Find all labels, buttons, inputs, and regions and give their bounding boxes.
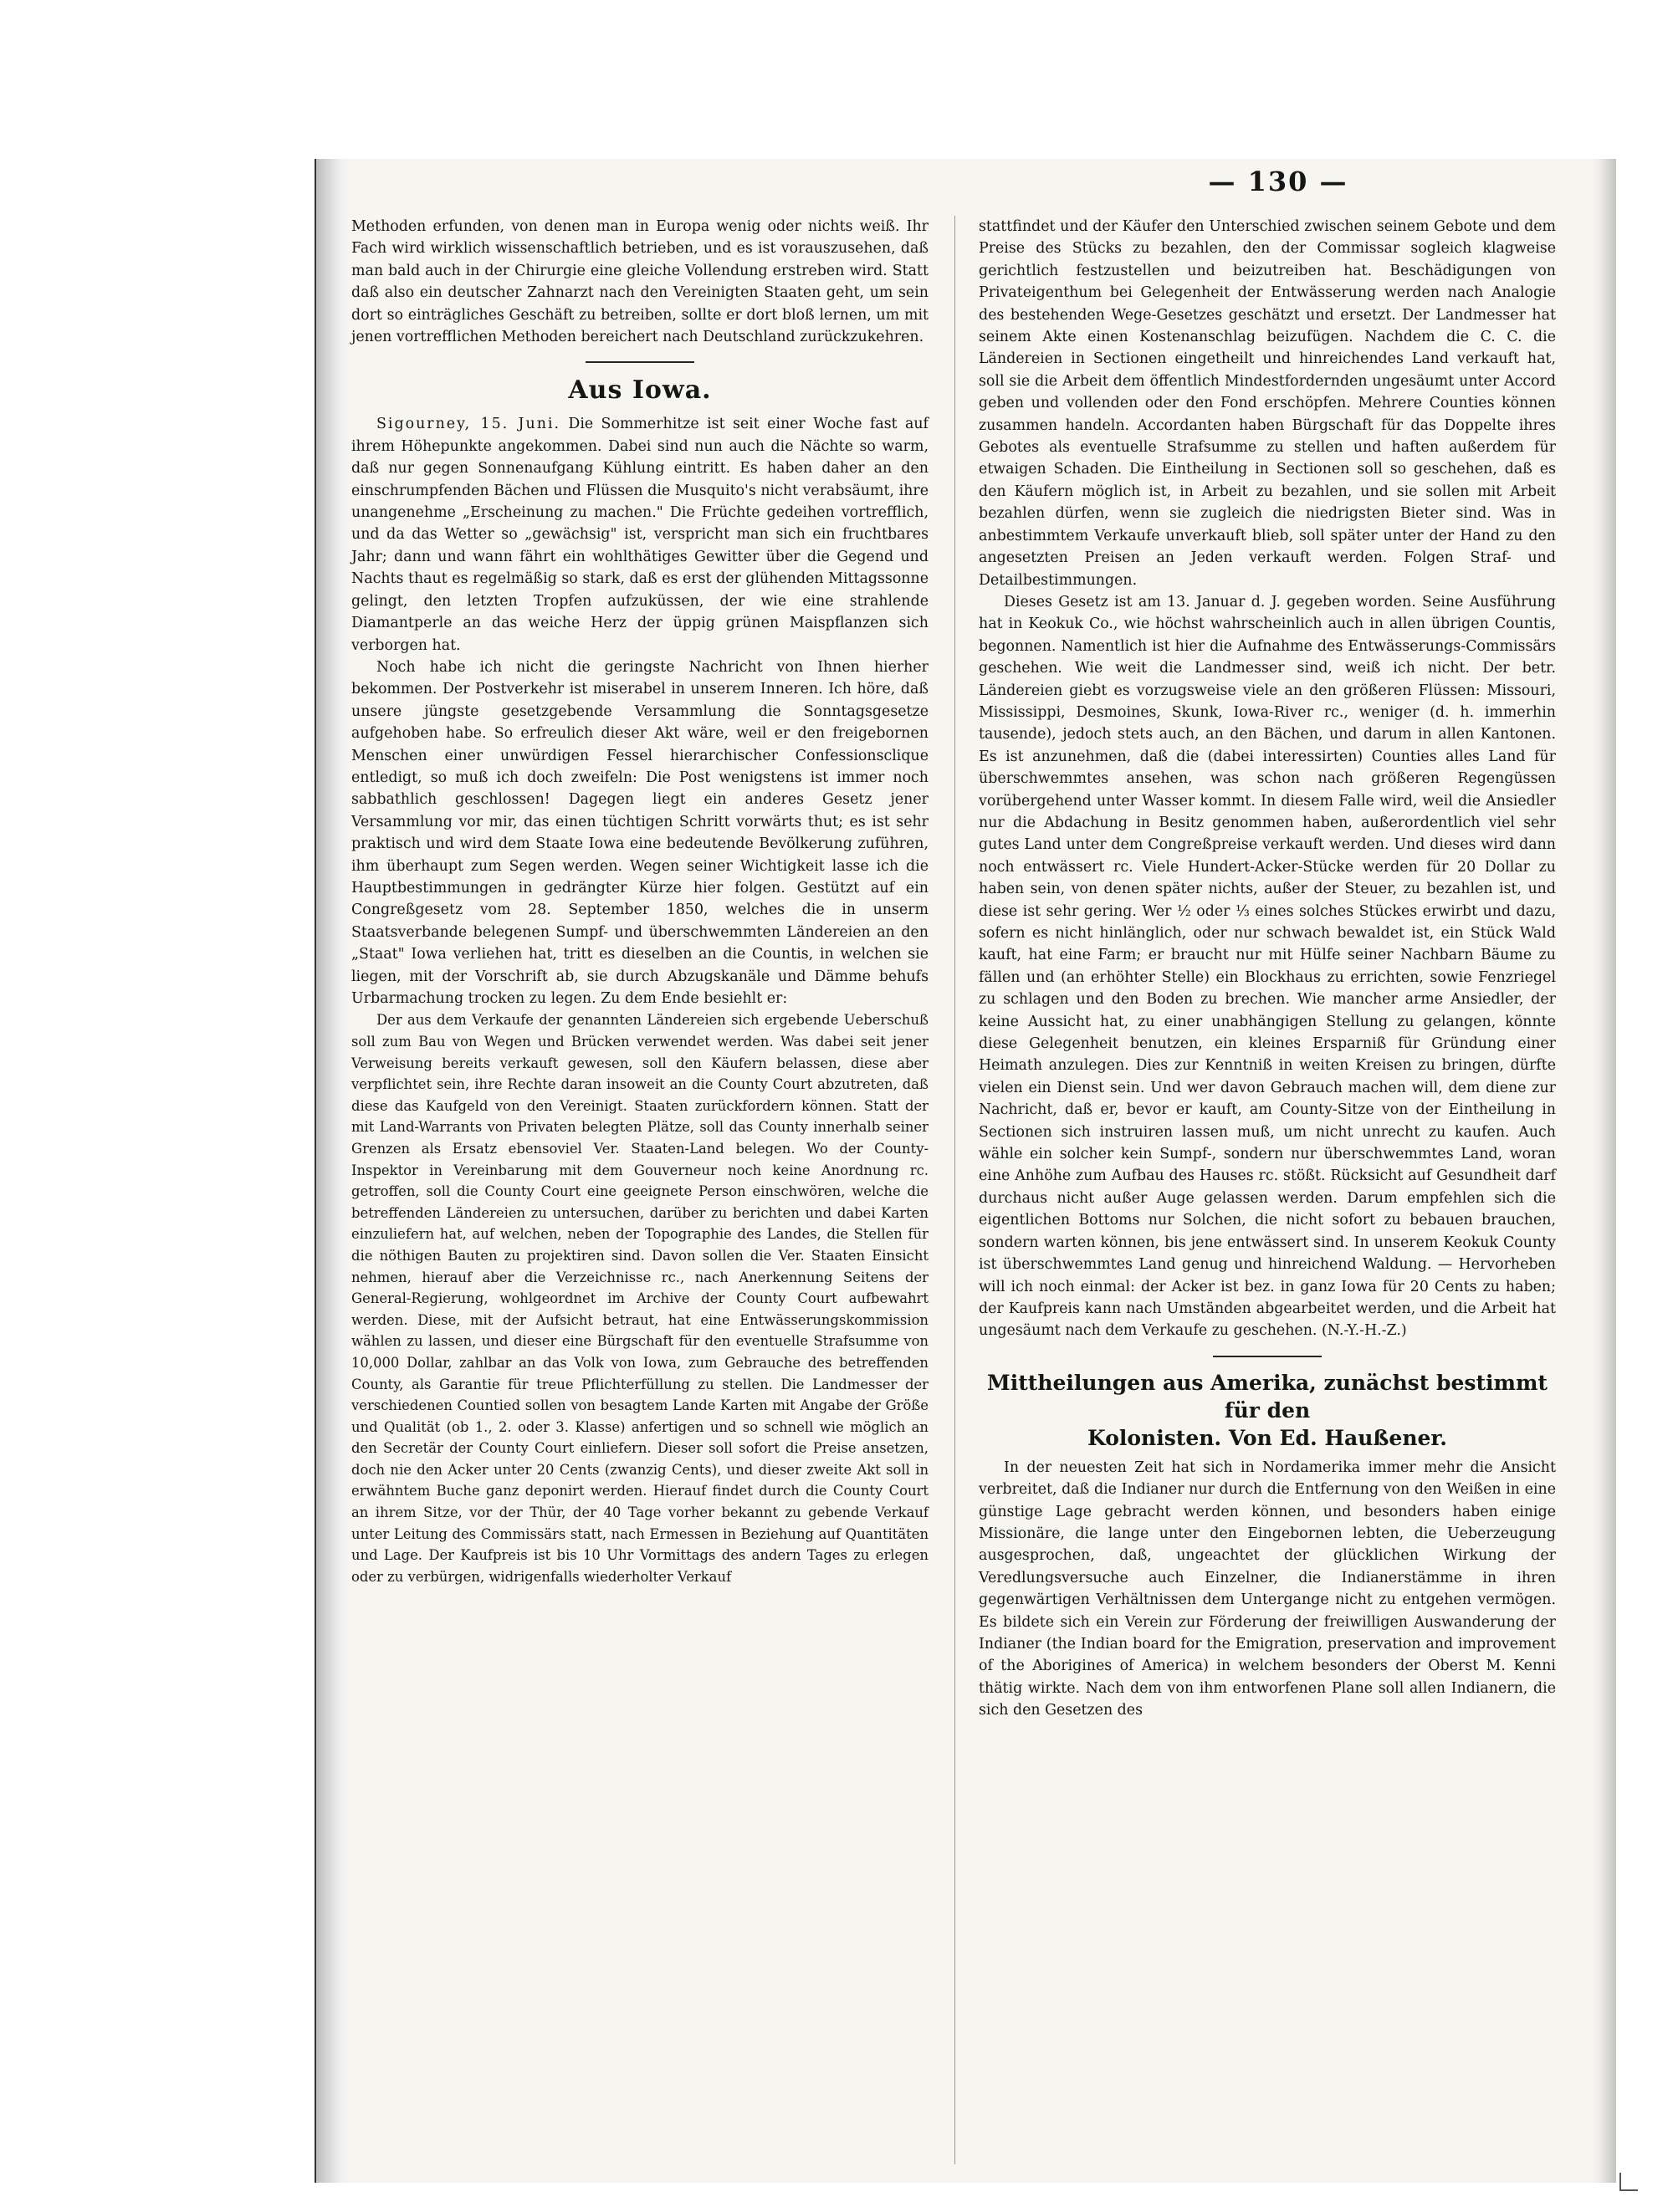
section-divider-rule-2 [1213, 1356, 1322, 1357]
page-number: — 130 — [1208, 166, 1348, 197]
article-heading-iowa: Aus Iowa. [568, 375, 712, 406]
amerika-paragraph-1: In der neuesten Zeit hat sich in Nordamerika immer mehr die Ansicht verbreitet, daß die Indianer nur durch die Entfernung von den Weißen in eine günstige Lage gebracht werden können, und besonders haben einige Missionäre, die lange unter den Eingebornen lebten, die Ueberzeugung ausgesprochen, daß, ungeachtet der glücklichen Wirkung der Veredlungsversuche auch Einzelner, die Indianerstämme in ihren gegenwärtigen Verhältnissen dem Untergange nicht zu entgehen vermögen. Es bildete sich ein Verein zur Förderung der freiwilligen Auswanderung der Indianer (the Indian board for the Emigration, preservation and improvement of the Aborigines of America) in welchem besonders der Oberst M. Kenni thätig wirkte. Nach dem von ihm entworfenen Plane soll allen Indianern, die sich den Gesetzen des [979, 1458, 1556, 1719]
column-divider [954, 216, 955, 2164]
left-column [351, 216, 929, 1587]
section-divider-rule [586, 361, 694, 363]
article-heading-amerika [979, 1369, 1556, 1452]
dateline: Sigourney, 15. Juni. [376, 416, 560, 433]
iowa-paragraph-1-text: Die Sommerhitze ist seit einer Woche fast auf ihrem Höhepunkte angekommen. Dabei sind nun auch die Nächte so warm, daß nur gegen Sonnenaufgang Kühlung eintritt. Es haben daher an den einschrumpfenden Bächen und Flüssen die Musquito's nicht verabsäumt, ihre unangenehme „Erscheinung zu machen." Die Früchte gedeihen vortrefflich, und da das Wetter so „gewächsig" ist, verspricht man sich ein fruchtbares Jahr; dann und wann fährt ein wohlthätiges Gewitter über die Gegend und Nachts thaut es regelmäßig so stark, daß es erst der glühenden Mittagssonne gelingt, den letzten Tropfen aufzuküssen, der wie eine strahlende Diamantperle an das weiche Herz der üppig grünen Maispflanzen sich verborgen hat. [351, 416, 929, 654]
iowa-paragraph-2: Noch habe ich nicht die geringste Nachricht von Ihnen hierher bekommen. Der Postverkehr ist miserabel in unserem Inneren. Ich höre, daß unsere jüngste gesetzgebende Versammlung die Sonntagsgesetze aufgehoben habe. So erfreulich dieser Akt wäre, weil er den freigebornen Menschen einer unwürdigen Fessel hierarchischer Confessionsclique entledigt, so muß ich doch zweifeln: Die Post wenigstens ist immer noch sabbathlich geschlossen! Dagegen liegt ein anderes Gesetz jener Versammlung vor mir, das einen tüchtigen Schritt vorwärts thut; es ist sehr praktisch und wird dem Staate Iowa eine bedeutende Bevölkerung zuführen, ihm überhaupt zum Segen werden. Wegen seiner Wichtigkeit lasse ich die Hauptbestimmungen in gedrängter Kürze hier folgen. Gestützt auf ein Congreßgesetz vom 28. September 1850, welches die in unserm Staatsverbande belegenen Sumpf- und überschwemmten Ländereien an den „Staat" Iowa verliehen hat, tritt es dieselben an die Countis, in welchen sie liegen, mit der Vorschrift ab, sie durch Abzugskanäle und Dämme behufs Urbarmachung trocken zu legen. Zu dem Ende besiehlt er: [351, 658, 929, 1007]
article-heading-line-1: Mittheilungen aus Amerika, zunächst bestimmt für den [987, 1370, 1548, 1423]
iowa-paragraph-1 [351, 413, 929, 656]
newspaper-page [315, 159, 1616, 2183]
crop-mark [1619, 2173, 1638, 2191]
continued-text: Methoden erfunden, von denen man in Europa wenig oder nichts weiß. Ihr Fach wird wirklich wissenschaftlich betrieben, und es ist vorauszusehen, daß man bald auch in der Chirurgie eine gleiche Vollendung erstreben wird. Statt daß also ein deutscher Zahnarzt nach den Vereinigten Staaten geht, um sein dort so einträgliches Geschäft zu betreiben, sollte er dort bloß lernen, um mit jenen vortrefflichen Methoden bereichert nach Deutschland zurückzukehren. [351, 218, 929, 346]
iowa-paragraph-4: stattfindet und der Käufer den Unterschied zwischen seinem Gebote und dem Preise des Stücks zu bezahlen, den der Commissar sogleich klagweise gerichtlich festzustellen und beizutreiben hat. Beschädigungen von Privateigenthum bei Gelegenheit der Entwässerung werden nach Analogie des bestehenden Wege-Gesetzes geschätzt und ersetzt. Der Landmesser hat seinem Akte einen Kostenanschlag beizufügen. Nachdem die C. C. die Ländereien in Sectionen eingetheilt und hinreichendes Land verkauft hat, soll sie die Arbeit dem öffentlich Mindestfordernden ungesäumt unter Accord geben und vollenden oder den Fond erschöpfen. Mehrere Counties können zusammen handeln. Accordanten haben Bürgschaft für das Doppelte ihres Gebotes als eventuelle Strafsumme zu stellen und haften außerdem für etwaigen Schaden. Die Eintheilung in Sectionen soll so geschehen, daß es den Käufern möglich ist, in Arbeit zu bezahlen, und sie sollen mit Arbeit bezahlen dürfen, wenn sie zugleich die niedrigsten Bieter sind. Was in anbestimmtem Verkaufe unverkauft blieb, soll später unter der Hand zu den angesetzten Preisen an Jeden verkauft werden. Folgen Straf- und Detailbestimmungen. [979, 218, 1556, 589]
article-heading-line-2: Kolonisten. Von Ed. Haußener. [1087, 1425, 1447, 1450]
right-column [979, 216, 1556, 1722]
iowa-paragraph-5: Dieses Gesetz ist am 13. Januar d. J. gegeben worden. Seine Ausführung hat in Keokuk Co., wie höchst wahrscheinlich auch in allen übrigen Countis, begonnen. Namentlich ist hier die Aufnahme des Entwässerungs-Commissärs geschehen. Wie weit die Landmesser sind, weiß ich nicht. Der betr. Ländereien giebt es vorzugsweise viele an den größeren Flüssen: Missouri, Mississippi, Desmoines, Skunk, Iowa-River rc., weniger (d. h. immerhin tausende), jedoch stets auch, an den Bächen, und darum in allen Kantonen. Es ist anzunehmen, daß die (dabei interessirten) Counties alles Land für überschwemmtes ansehen, was schon nach größeren Regengüssen vorübergehend unter Wasser kommt. In diesem Falle wird, weil die Ansiedler nur die Abdachung in Besitz genommen haben, außerordentlich viel sehr gutes Land unter dem Congreßpreise verkauft werden. Und dieses wird dann noch entwässert rc. Viele Hundert-Acker-Stücke werden für 20 Dollar zu haben sein, von denen später nichts, außer der Steuer, zu bezahlen ist, und diese ist sehr gering. Wer ½ oder ⅓ eines solches Stückes erwirbt und dazu, sofern es nicht hinlänglich, oder nur schwach bewaldet ist, ein Stück Wald kauft, hat eine Farm; er braucht nur mit Hülfe seiner Nachbarn Bäume zu fällen und (an erhöhter Stelle) ein Blockhaus zu errichten, sowie Fenzriegel zu schlagen und den Boden zu brechen. Wie mancher arme Ansiedler, der keine Aussicht hat, zu einer unabhängigen Stellung zu gelangen, könnte diese Gelegenheit benutzen, ein kleines Ersparniß für Gründung einer Heimath anzulegen. Dies zur Kenntniß in weiten Kreisen zu bringen, dürfte vielen ein Dienst sein. Und wer davon Gebrauch machen will, dem diene zur Nachricht, daß er, bevor er kauft, am County-Sitze von der Eintheilung in Sectionen sich instruiren lassen muß, um nicht unrecht zu kaufen. Auch wähle ein solcher kein Sumpf-, sondern nur überschwemmtes Land, woran eine Anhöhe zum Aufbau des Hauses rc. stößt. Rücksicht auf Gesundheit darf durchaus nicht außer Auge gelassen werden. Darum empfehlen sich die eigentlichen Bottoms nur Solchen, die nicht sofort zu bebauen brauchen, sondern warten können, bis jene entwässert sind. In unserem Keokuk County ist überschwemmtes Land genug und hinreichend Waldung. — Hervorheben will ich noch einmal: der Acker ist bez. in ganz Iowa für 20 Cents zu haben; der Kaufpreis kann nach Umständen abgearbeitet werden, und die Arbeit hat ungesäumt nach dem Verkaufe zu geschehen. (N.-Y.-H.-Z.) [979, 593, 1556, 1340]
iowa-paragraph-3: Der aus dem Verkaufe der genannten Ländereien sich ergebende Ueberschuß soll zum Bau von Wegen und Brücken verwendet werden. Was dabei seit jener Verweisung bereits verkauft gewesen, soll den Käufern belassen, diese aber verpflichtet sein, ihre Rechte daran insoweit an die County Court abzutreten, daß diese das Kaufgeld von den Vereinigt. Staaten zurückfordern können. Statt der mit Land-Warrants von Privaten belegten Plätze, soll das County innerhalb seiner Grenzen als Ersatz ebensoviel Ver. Staaten-Land belegen. Wo der County-Inspektor in Vereinbarung mit dem Gouverneur noch keine Anordnung rc. getroffen, soll die County Court eine geeignete Person einschwören, welche die betreffenden Ländereien zu untersuchen, darüber zu berichten und dabei Karten einzuliefern hat, auf welchen, neben der Topographie des Landes, die Stellen für die nöthigen Bauten zu projektiren sind. Davon sollen die Ver. Staaten Einsicht nehmen, hierauf aber die Verzeichnisse rc., nach Anerkennung Seitens der General-Regierung, wohlgeordnet im Archive der County Court aufbewahrt werden. Diese, mit der Aufsicht betraut, hat eine Entwässerungskommission wählen zu lassen, und dieser eine Bürgschaft für den eventuelle Strafsumme von 10,000 Dollar, zahlbar an das Volk von Iowa, zum Gebrauche des betreffenden County, als Garantie für treue Pflichterfüllung zu stellen. Die Landmesser der verschiedenen Countied sollen von besagtem Lande Karten mit Angabe der Größe und Qualität (ob 1., 2. oder 3. Klasse) anfertigen und so schnell wie möglich an den Secretär der County Court einliefern. Dieser soll sofort die Preise ansetzen, doch nie den Acker unter 20 Cents (zwanzig Cents), und dieser zweite Akt soll in erwähntem Buche ganz deponirt werden. Hierauf findet durch die County Court an ihrem Sitze, vor der Thür, der 40 Tage vorher bekannt zu gebende Verkauf unter Leitung des Commissärs statt, nach Ermessen in Beziehung auf Quantitäten und Lage. Der Kaufpreis ist bis 10 Uhr Vormittags des andern Tages zu erlegen oder zu verbürgen, widrigenfalls wiederholter Verkauf [351, 1012, 929, 1585]
page-spine-shadow [316, 159, 350, 2183]
